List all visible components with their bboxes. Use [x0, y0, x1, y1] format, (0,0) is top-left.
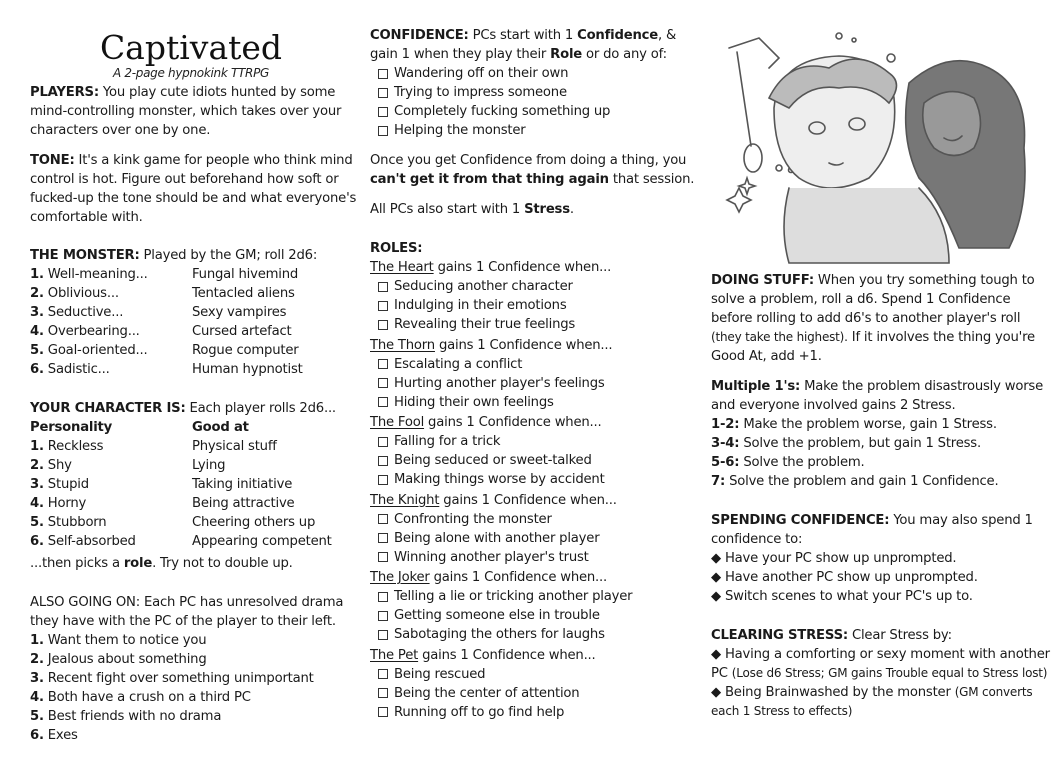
column-right — [711, 0, 1051, 721]
drama-item — [30, 726, 360, 745]
spending-text: Have your PC show up unprompted. — [724, 551, 957, 566]
checkbox-icon[interactable] — [378, 533, 388, 543]
role-checkbox-item[interactable] — [370, 529, 705, 548]
column-middle — [370, 26, 705, 722]
personality-value: Self-absorbed — [47, 534, 136, 549]
character-heading — [30, 399, 360, 418]
personality-value: Horny — [47, 496, 87, 511]
page-title: Captivated — [99, 28, 283, 67]
confidence-checkbox-item[interactable] — [370, 83, 705, 102]
stress-start — [370, 200, 705, 219]
monster-trait — [30, 341, 192, 360]
role-heading — [370, 646, 705, 665]
monster-trait — [30, 322, 192, 341]
checkbox-label: Getting someone else in trouble — [394, 608, 600, 623]
illustration — [719, 28, 1039, 268]
spending-item — [711, 568, 1051, 587]
roll-number: 5. — [30, 343, 44, 358]
checkbox-label: Confronting the monster — [394, 511, 552, 527]
character-table — [30, 437, 360, 551]
role-heading — [370, 336, 705, 355]
roll-result — [711, 472, 1051, 491]
roll-number: 5. — [30, 515, 44, 530]
character-text: Each player rolls 2d6... — [189, 401, 336, 416]
checkbox-label: Being alone with another player — [394, 530, 600, 546]
checkbox-icon[interactable] — [378, 107, 388, 117]
confidence-checkbox-item[interactable] — [370, 102, 705, 121]
players-text: You play cute idiots hunted by some mind-controlling monster, which takes over your characters over one by one. — [30, 85, 342, 138]
checkbox-label: Telling a lie or tricking another player — [394, 589, 633, 604]
roll-number: 5. — [30, 709, 44, 724]
checkbox-label: Hiding their own feelings — [394, 394, 554, 410]
checkbox-label: Revealing their true feelings — [394, 317, 576, 332]
roll-outcome: Make the problem worse, gain 1 Stress. — [743, 417, 997, 432]
checkbox-icon[interactable] — [378, 320, 388, 330]
good-at-value: Taking initiative — [192, 477, 293, 492]
monster-adjective: Seductive... — [47, 305, 124, 320]
stress-bold: Stress — [524, 202, 570, 217]
role-heading — [370, 413, 705, 432]
roll-range: 1-2: — [711, 417, 740, 432]
clearing-label: CLEARING STRESS: — [711, 628, 848, 643]
role-name: The Heart — [370, 260, 434, 275]
spending-label: SPENDING CONFIDENCE: — [711, 513, 890, 528]
roll-number: 2. — [30, 652, 44, 667]
good-at-value: Lying — [192, 458, 226, 473]
good-at-value: Cheering others up — [192, 515, 316, 530]
role-suffix: gains 1 Confidence when... — [443, 492, 617, 508]
character-row — [30, 437, 360, 456]
drama-text: Want them to notice you — [47, 633, 207, 648]
role-checkbox-item[interactable] — [370, 296, 705, 315]
once-bold: can't get it from that thing again — [370, 172, 609, 187]
monster-trait — [30, 360, 192, 379]
confidence-checkbox-item[interactable] — [370, 64, 705, 83]
role-suffix: gains 1 Confidence when... — [428, 415, 602, 430]
doing-t2: If it involves the thing you're Good At, add +1. — [711, 330, 1035, 364]
diamond-bullet-icon: ◆ — [711, 589, 721, 604]
role-checkbox-item[interactable] — [370, 451, 705, 470]
character-note — [30, 554, 360, 573]
monster-row — [30, 341, 360, 360]
confidence-t3: or do any of: — [586, 47, 667, 62]
clearing-text: Having a comforting or sexy moment with another PC — [711, 647, 1050, 681]
checkbox-label: Hurting another player's feelings — [394, 375, 605, 391]
clearing-list — [711, 645, 1051, 721]
multi-text: Make the problem disastrously worse and everyone involved gains 2 Stress. — [711, 379, 1043, 413]
players-label: PLAYERS: — [30, 85, 99, 100]
personality-cell — [30, 532, 192, 551]
clearing-section — [711, 626, 1051, 645]
roll-number: 3. — [30, 671, 44, 686]
multiple-ones — [711, 377, 1051, 415]
checkbox-label: Making things worse by accident — [394, 472, 605, 487]
drama-item — [30, 688, 360, 707]
role-checkbox-item[interactable] — [370, 587, 705, 606]
role-checkbox-item[interactable] — [370, 665, 705, 684]
checkbox-icon[interactable] — [378, 592, 388, 602]
personality-cell — [30, 475, 192, 494]
good-at-value: Appearing competent — [192, 534, 332, 549]
character-row — [30, 456, 360, 475]
tone-text: It's a kink game for people who think mind control is hot. Figure out beforehand how soft or fucked-up the tone should be and what everyone's comfortable with. — [30, 153, 357, 225]
checkbox-icon[interactable] — [378, 437, 388, 447]
role-checkbox-item[interactable] — [370, 548, 705, 567]
roles-label: ROLES: — [370, 241, 423, 256]
checkbox-label: Helping the monster — [394, 123, 526, 138]
roll-range: 5-6: — [711, 455, 740, 470]
checkbox-icon[interactable] — [378, 282, 388, 292]
monster-text: Played by the GM; roll 2d6: — [143, 248, 318, 263]
drama-item — [30, 650, 360, 669]
role-checkbox-item[interactable] — [370, 684, 705, 703]
monster-adjective: Sadistic... — [47, 362, 110, 377]
confidence-b2: Role — [550, 47, 583, 62]
drama-item — [30, 707, 360, 726]
monster-label: THE MONSTER: — [30, 248, 140, 263]
roll-result — [711, 453, 1051, 472]
checkbox-icon[interactable] — [378, 378, 388, 388]
clearing-item — [711, 683, 1051, 721]
role-checkbox-item[interactable] — [370, 355, 705, 374]
role-checkbox-item[interactable] — [370, 277, 705, 296]
checkbox-label: Falling for a trick — [394, 434, 501, 449]
personality-cell — [30, 494, 192, 513]
role-checkbox-item[interactable] — [370, 315, 705, 334]
drama-text: Best friends with no drama — [47, 709, 222, 724]
spending-text: Have another PC show up unprompted. — [724, 570, 978, 585]
role-suffix: gains 1 Confidence when... — [433, 570, 608, 585]
sketch-illustration-icon — [719, 28, 1039, 268]
confidence-label: CONFIDENCE: — [370, 28, 469, 43]
confidence-checkbox-item[interactable] — [370, 121, 705, 140]
monster-trait — [30, 303, 192, 322]
clearing-text: Clear Stress by: — [851, 628, 952, 643]
personality-value: Stubborn — [47, 515, 107, 530]
role-name: The Thorn — [370, 337, 435, 353]
role-heading — [370, 491, 705, 510]
role-checkbox-item[interactable] — [370, 432, 705, 451]
roll-number: 2. — [30, 286, 44, 301]
confidence-t1: PCs start with 1 — [472, 28, 574, 43]
role-name: The Fool — [370, 415, 425, 430]
roll-range: 3-4: — [711, 436, 740, 451]
drama-item — [30, 631, 360, 650]
drama-list — [30, 631, 360, 745]
checkbox-icon[interactable] — [378, 514, 388, 524]
monster-trait — [30, 265, 192, 284]
role-checkbox-item[interactable] — [370, 625, 705, 644]
monster-row — [30, 284, 360, 303]
monster-adjective: Well-meaning... — [47, 267, 148, 282]
role-name: The Pet — [370, 647, 419, 663]
checkbox-label: Being seduced or sweet-talked — [394, 453, 592, 468]
stress-post: . — [569, 202, 574, 217]
doing-t1: When you try something tough to solve a problem, roll a d6. Spend 1 Confidence before rolling to add d6's to another player's roll — [711, 273, 1035, 326]
note-pre: ...then picks a — [30, 556, 120, 571]
roll-number: 6. — [30, 728, 44, 743]
doing-small: (they take the highest). — [711, 330, 848, 344]
roll-outcome: Solve the problem, but gain 1 Stress. — [743, 436, 981, 451]
checkbox-label: Completely fucking something up — [394, 104, 611, 119]
clearing-note: (Lose d6 Stress; GM gains Trouble equal to Stress lost) — [731, 666, 1048, 680]
once-post: that session. — [612, 172, 695, 187]
roll-range: 7: — [711, 474, 726, 489]
role-name: The Knight — [370, 492, 440, 508]
once-rule — [370, 151, 705, 189]
roll-number: 4. — [30, 496, 44, 511]
drama-text: Recent fight over something unimportant — [47, 671, 314, 686]
character-row — [30, 532, 360, 551]
monster-row — [30, 265, 360, 284]
spending-item — [711, 549, 1051, 568]
checkbox-label: Being the center of attention — [394, 685, 580, 701]
confidence-section — [370, 26, 705, 64]
monster-type: Tentacled aliens — [192, 286, 295, 301]
checkbox-label: Running off to go find help — [394, 704, 565, 720]
personality-header: Personality — [30, 420, 113, 435]
doing-stuff-section — [711, 271, 1051, 366]
checkbox-icon[interactable] — [378, 475, 388, 485]
monster-table — [30, 265, 360, 379]
roll-number: 1. — [30, 439, 44, 454]
roll-number: 6. — [30, 534, 44, 549]
diamond-bullet-icon: ◆ — [711, 685, 721, 700]
role-heading — [370, 568, 705, 587]
checkbox-icon[interactable] — [378, 611, 388, 621]
character-label: YOUR CHARACTER IS: — [30, 401, 186, 416]
checkbox-icon[interactable] — [378, 69, 388, 79]
monster-type: Sexy vampires — [192, 305, 287, 320]
checkbox-icon[interactable] — [378, 688, 388, 698]
personality-cell — [30, 437, 192, 456]
role-checkbox-item[interactable] — [370, 703, 705, 722]
role-checkbox-item[interactable] — [370, 374, 705, 393]
checkbox-label: Winning another player's trust — [394, 549, 589, 565]
drama-item — [30, 669, 360, 688]
diamond-bullet-icon: ◆ — [711, 551, 721, 566]
checkbox-label: Trying to impress someone — [394, 85, 567, 100]
note-bold: role — [123, 556, 153, 571]
page-subtitle: A 2-page hypnokink TTRPG — [112, 66, 270, 80]
spending-text: Switch scenes to what your PC's up to. — [724, 589, 973, 604]
monster-adjective: Oblivious... — [47, 286, 119, 301]
checkbox-label: Wandering off on their own — [394, 66, 569, 81]
monster-type: Rogue computer — [192, 343, 299, 358]
personality-cell — [30, 513, 192, 532]
drama-text: Jealous about something — [47, 652, 207, 667]
roll-number: 1. — [30, 633, 44, 648]
role-suffix: gains 1 Confidence when... — [438, 337, 613, 353]
character-table-header — [30, 418, 360, 437]
personality-value: Shy — [47, 458, 72, 473]
role-checkbox-item[interactable] — [370, 606, 705, 625]
personality-cell — [30, 456, 192, 475]
roll-result — [711, 415, 1051, 434]
personality-value: Reckless — [47, 439, 104, 454]
checkbox-label: Being rescued — [394, 666, 486, 682]
drama-text: Both have a crush on a third PC — [47, 690, 251, 705]
checkbox-icon[interactable] — [378, 456, 388, 466]
roll-number: 3. — [30, 305, 44, 320]
checkbox-label: Sabotaging the others for laughs — [394, 627, 605, 642]
roll-result — [711, 434, 1051, 453]
checkbox-icon[interactable] — [378, 359, 388, 369]
monster-type: Fungal hivemind — [192, 267, 299, 282]
tone-section — [30, 151, 360, 227]
monster-type: Cursed artefact — [192, 324, 292, 339]
also-going-on-text: ALSO GOING ON: Each PC has unresolved drama they have with the PC of the player to their left. — [30, 595, 344, 629]
character-row — [30, 513, 360, 532]
clearing-text: Being Brainwashed by the monster — [724, 685, 951, 700]
good-at-header: Good at — [192, 420, 249, 435]
monster-adjective: Overbearing... — [47, 324, 140, 339]
confidence-checklist — [370, 64, 705, 140]
monster-adjective: Goal-oriented... — [47, 343, 148, 358]
role-suffix: gains 1 Confidence when... — [422, 647, 596, 663]
column-left — [30, 0, 360, 745]
monster-type: Human hypnotist — [192, 362, 303, 377]
monster-trait — [30, 284, 192, 303]
clearing-item — [711, 645, 1051, 683]
roll-number: 1. — [30, 267, 44, 282]
role-checkbox-item[interactable] — [370, 393, 705, 412]
checkbox-icon[interactable] — [378, 126, 388, 136]
monster-row — [30, 322, 360, 341]
checkbox-icon[interactable] — [378, 707, 388, 717]
checkbox-label: Indulging in their emotions — [394, 298, 567, 313]
character-row — [30, 494, 360, 513]
role-checkbox-item[interactable] — [370, 470, 705, 489]
clearing-note: (GM converts each 1 Stress to effects) — [711, 685, 1033, 718]
role-heading — [370, 258, 705, 277]
good-at-value: Being attractive — [192, 496, 295, 511]
doing-label: DOING STUFF: — [711, 273, 814, 288]
good-at-value: Physical stuff — [192, 439, 277, 454]
roll-number: 2. — [30, 458, 44, 473]
role-checkbox-item[interactable] — [370, 510, 705, 529]
spending-item — [711, 587, 1051, 606]
checkbox-icon[interactable] — [378, 669, 388, 679]
confidence-t2: , & gain 1 when they play their — [370, 28, 677, 62]
multi-label: Multiple 1's: — [711, 379, 801, 394]
checkbox-icon[interactable] — [378, 630, 388, 640]
monster-heading — [30, 246, 360, 265]
checkbox-label: Seducing another character — [394, 279, 573, 294]
spending-text: You may also spend 1 confidence to: — [711, 513, 1033, 547]
drama-text: Exes — [47, 728, 78, 743]
note-post: . Try not to double up. — [152, 556, 293, 571]
roll-number: 4. — [30, 324, 44, 339]
checkbox-icon[interactable] — [378, 88, 388, 98]
roll-outcome: Solve the problem and gain 1 Confidence. — [729, 474, 999, 489]
roll-number: 3. — [30, 477, 44, 492]
checkbox-icon[interactable] — [378, 397, 388, 407]
personality-value: Stupid — [47, 477, 89, 492]
roles-list — [370, 258, 705, 722]
stress-pre: All PCs also start with 1 — [370, 202, 521, 217]
character-row — [30, 475, 360, 494]
spending-section — [711, 511, 1051, 549]
checkbox-label: Escalating a conflict — [394, 356, 523, 372]
players-section — [30, 83, 360, 140]
role-suffix: gains 1 Confidence when... — [437, 260, 612, 275]
confidence-b1: Confidence — [577, 28, 659, 43]
monster-row — [30, 303, 360, 322]
checkbox-icon[interactable] — [378, 301, 388, 311]
tone-label: TONE: — [30, 153, 75, 168]
roll-results — [711, 415, 1051, 491]
checkbox-icon[interactable] — [378, 552, 388, 562]
once-pre: Once you get Confidence from doing a thing, you — [370, 153, 687, 168]
roll-outcome: Solve the problem. — [743, 455, 865, 470]
monster-row — [30, 360, 360, 379]
diamond-bullet-icon: ◆ — [711, 570, 721, 585]
role-name: The Joker — [370, 570, 430, 585]
roll-number: 6. — [30, 362, 44, 377]
roll-number: 4. — [30, 690, 44, 705]
diamond-bullet-icon: ◆ — [711, 647, 721, 662]
spending-list — [711, 549, 1051, 606]
